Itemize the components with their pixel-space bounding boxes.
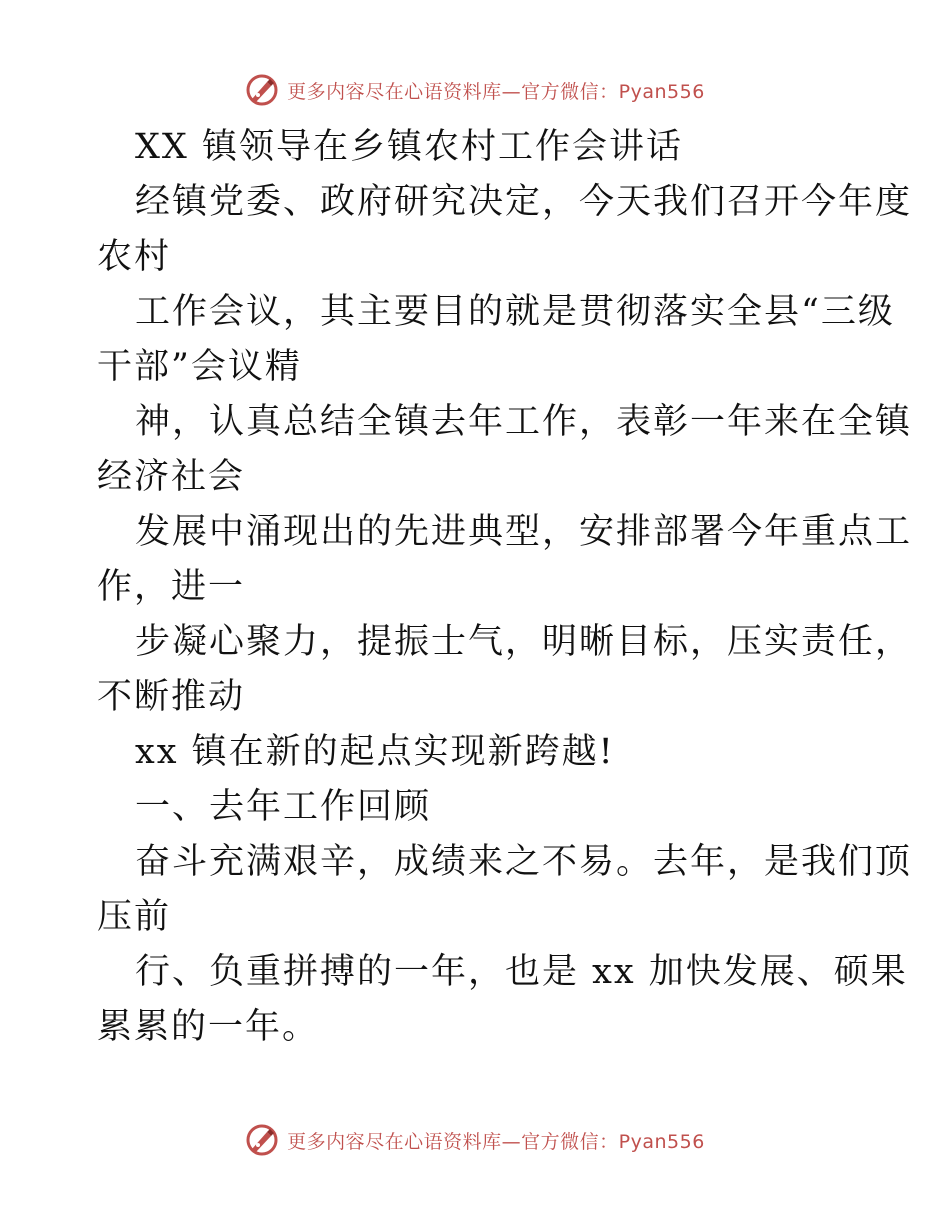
watermark-header (0, 70, 950, 110)
pen-logo-icon (245, 73, 279, 107)
document-line: 工作会议，其主要目的就是贯彻落实全县“三级 (135, 292, 895, 332)
pen-logo-icon (245, 1123, 279, 1157)
document-line: 不断推动 (97, 677, 246, 717)
document-line: 一、去年工作回顾 (135, 787, 432, 827)
document-line: 步凝心聚力，提振士气，明晰目标，压实责任， (135, 622, 913, 662)
watermark-text: 更多内容尽在心语资料库—官方微信：Pyan556 (287, 1130, 705, 1153)
document-line: xx 镇在新的起点实现新跨越! (135, 732, 615, 772)
document-line: 农村 (97, 237, 172, 277)
watermark-text: 更多内容尽在心语资料库—官方微信：Pyan556 (287, 80, 705, 103)
document-line: 行、负重拼搏的一年，也是 xx 加快发展、硕果 (135, 952, 908, 992)
document-line: 发展中涌现出的先进典型，安排部署今年重点工 (135, 512, 913, 552)
document-line: 神，认真总结全镇去年工作，表彰一年来在全镇 (135, 402, 913, 442)
document-line: 干部”会议精 (97, 347, 302, 387)
document-line: 作，进一 (97, 567, 246, 607)
document-body (97, 120, 913, 1055)
document-line: 累累的一年。 (97, 1007, 320, 1047)
document-line: XX 镇领导在乡镇农村工作会讲话 (135, 127, 683, 167)
watermark-footer (0, 1120, 950, 1160)
document-line: 压前 (97, 897, 172, 937)
document-line: 经镇党委、政府研究决定，今天我们召开今年度 (135, 182, 913, 222)
document-line: 奋斗充满艰辛，成绩来之不易。去年，是我们顶 (135, 842, 913, 882)
document-line: 经济社会 (97, 457, 246, 497)
